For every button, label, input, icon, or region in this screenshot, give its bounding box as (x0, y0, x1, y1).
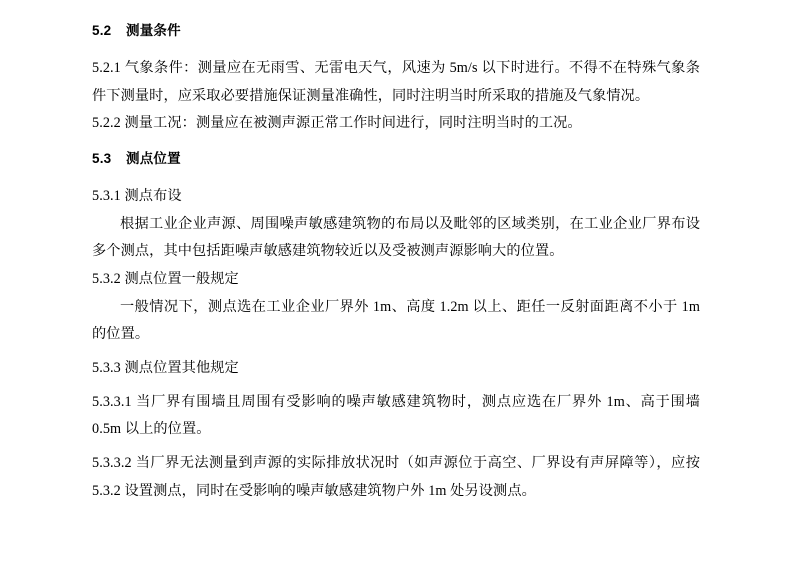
section-heading-5-3-title: 测点位置 (126, 150, 181, 166)
section-measurement-points (92, 150, 700, 505)
paragraph-5-3-3-title: 5.3.3 测点位置其他规定 (92, 359, 239, 376)
section-heading-5-2 (92, 22, 700, 41)
section-heading-5-2-title: 测量条件 (126, 23, 181, 38)
section-measurement-conditions (92, 22, 700, 138)
paragraph-5-3-2-body: 一般情况下，测点选在工业企业厂界外 1m、高度 1.2m 以上、距任一反射面距离不小于 1m 的位置。 (92, 298, 700, 343)
section-heading-5-3 (92, 150, 700, 169)
section-heading-5-3-number: 5.3 (92, 150, 112, 166)
paragraph-5-2-2: 5.2.2 测量工况：测量应在被测声源正常工作时间进行，同时注明当时的工况。 (92, 115, 582, 132)
paragraph-5-3-3-2: 5.3.3.2 当厂界无法测量到声源的实际排放状况时（如声源位于高空、厂界设有声屏障等），应按 5.3.2 设置测点，同时在受影响的噪声敏感建筑物户外 1m 处另设测点。 (92, 455, 700, 499)
paragraph-5-2-1: 5.2.1 气象条件：测量应在无雨雪、无雷电天气，风速为 5m/s 以下时进行。不得不在特殊气象条件下测量时，应采取必要措施保证测量准确性，同时注明当时所采取的措施及气象情况。 (92, 59, 700, 104)
paragraph-5-3-1-body: 根据工业企业声源、周围噪声敏感建筑物的布局以及毗邻的区域类别，在工业企业厂界布设多个测点，其中包括距噪声敏感建筑物较近以及受被测声源影响大的位置。 (92, 215, 700, 260)
paragraph-5-3-2-title: 5.3.2 测点位置一般规定 (92, 270, 239, 287)
section-heading-5-2-number: 5.2 (92, 23, 112, 38)
paragraph-5-3-3-1: 5.3.3.1 当厂界有围墙且周围有受影响的噪声敏感建筑物时，测点应选在厂界外 1m、高于围墙 0.5m 以上的位置。 (92, 393, 700, 438)
paragraph-5-3-1-title: 5.3.1 测点布设 (92, 187, 182, 204)
